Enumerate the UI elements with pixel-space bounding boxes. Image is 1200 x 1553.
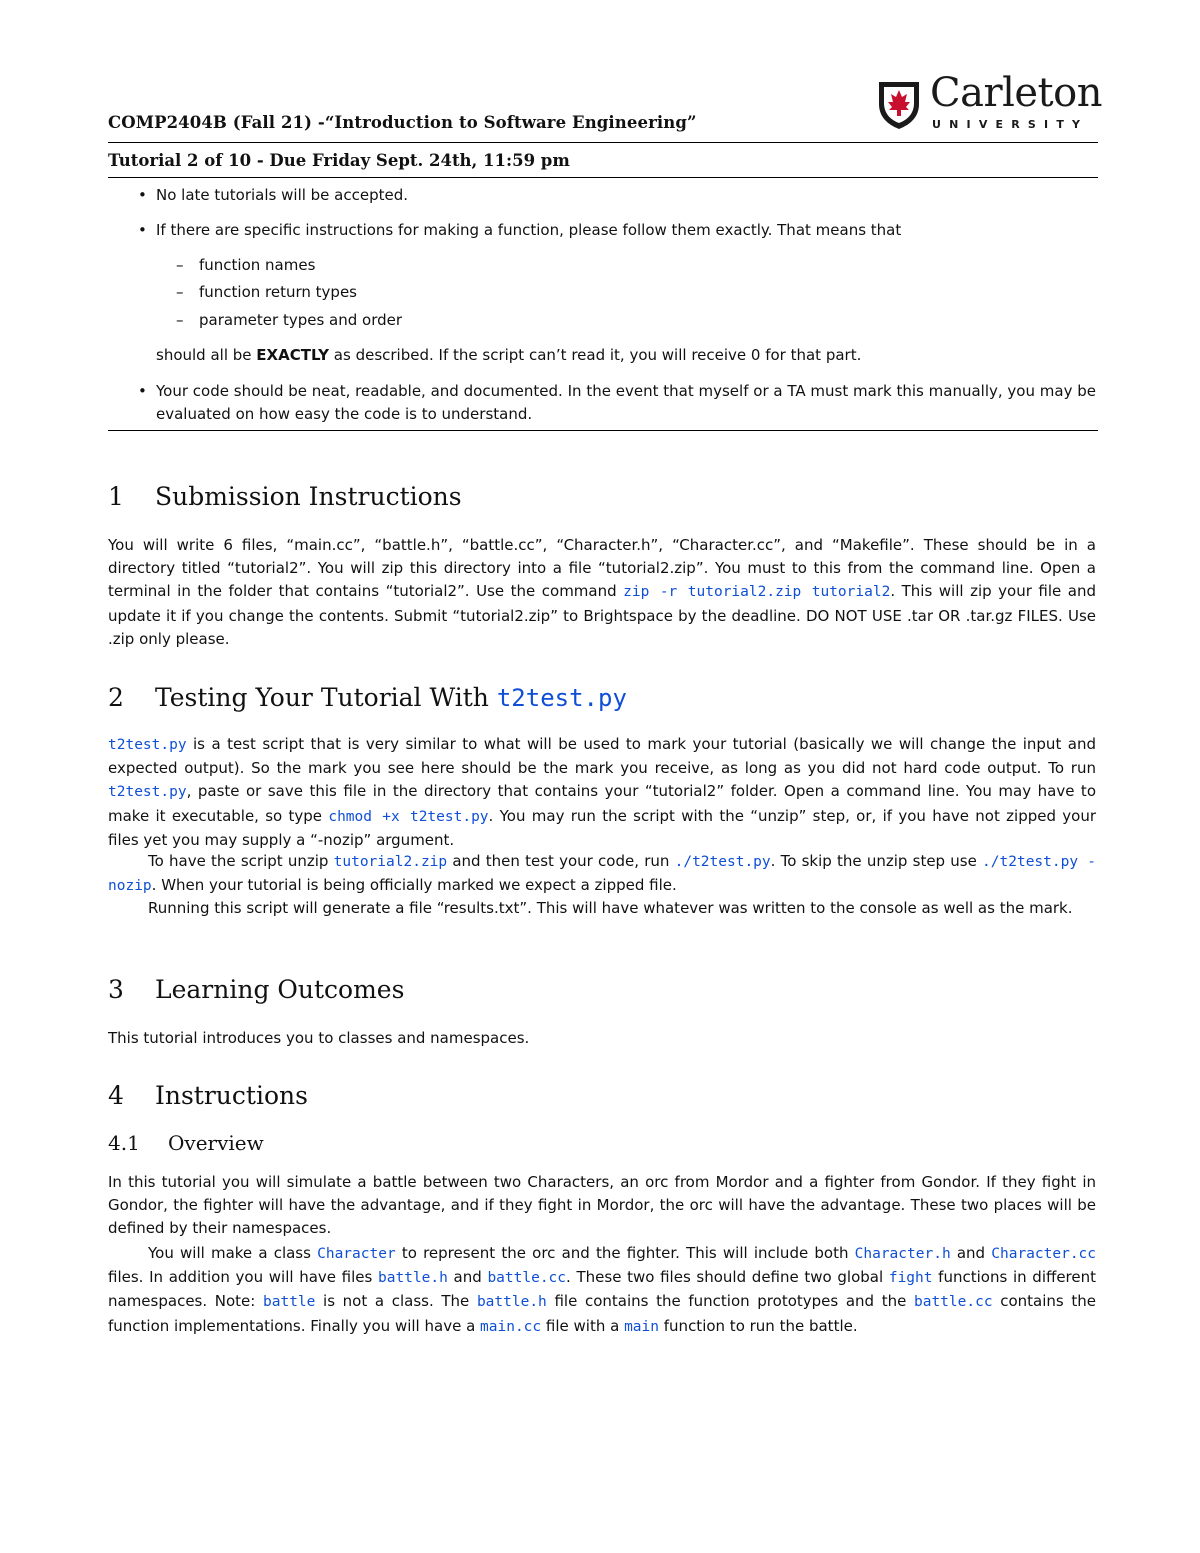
s4-p2-text: file contains the function prototypes and the xyxy=(546,1292,914,1311)
section-3-number: 3 xyxy=(108,975,124,1004)
subsection-4-1-title: Overview xyxy=(168,1131,264,1155)
rule-neat-code: Your code should be neat, readable, and documented. In the event that myself or a TA must mark this manually, you may be evaluated on how easy the code is to understand. xyxy=(156,382,1096,424)
run-script-code: ./t2test.py xyxy=(674,854,771,870)
carleton-crest-icon xyxy=(876,80,922,130)
battle-code: battle xyxy=(263,1294,316,1311)
section-2-heading xyxy=(108,683,627,712)
carleton-logo xyxy=(876,70,1102,132)
bullet-icon: • xyxy=(138,382,147,400)
tutorial-due-line: Tutorial 2 of 10 - Due Friday Sept. 24th, 11:59 pm xyxy=(108,151,570,170)
s4-p2-text: contains the function implementations. Finally you will have a xyxy=(108,1292,1096,1335)
section-1-heading xyxy=(108,482,462,511)
rule-exactly-post: as described. If the script can’t read it, you will receive 0 for that part. xyxy=(329,346,862,364)
character-cc-code: Character.cc xyxy=(991,1246,1097,1262)
section-4-paragraph-2 xyxy=(108,1242,1096,1339)
bullet-icon: • xyxy=(138,221,147,239)
s2-p1-text-3: . You may run the script with the “unzip” step, or, if you have not zipped your files yet you may supply a “-nozip” argument. xyxy=(108,806,1097,849)
section-2-paragraph-3: Running this script will generate a file “results.txt”. This will have whatever was written to the console as well as the mark. xyxy=(148,899,1073,917)
s4-p2-text: functions in different namespaces. Note: xyxy=(108,1268,1096,1311)
section-1-paragraph xyxy=(108,534,1096,651)
battle-h-code: battle.h xyxy=(476,1294,547,1311)
subsection-4-1-number: 4.1 xyxy=(108,1131,140,1155)
main-cc-code: main.cc xyxy=(480,1318,542,1335)
s2-p2-text-1: To have the script unzip xyxy=(148,852,334,870)
section-4-heading xyxy=(108,1081,308,1110)
header-rule-top xyxy=(108,142,1098,143)
section-1-number: 1 xyxy=(108,482,124,511)
dash-icon: – xyxy=(176,283,184,301)
zip-command-code: zip -r tutorial2.zip tutorial2 xyxy=(623,584,891,601)
main-function-code: main xyxy=(624,1318,659,1335)
s4-p2-text: to represent the orc and the fighter. This will include both xyxy=(395,1244,855,1262)
logo-university: UNIVERSITY xyxy=(932,118,1089,131)
s2-p1-text-2: , paste or save this file in the directory that contains your “tutorial2” folder. Open a command line. You may have to make it executable, so type xyxy=(108,782,1096,825)
section-1-title: Submission Instructions xyxy=(155,482,462,511)
dash-icon: – xyxy=(176,256,184,274)
section-4-title: Instructions xyxy=(155,1081,308,1110)
nozip-command-code: ./t2test.py -nozip xyxy=(108,854,1096,895)
section-3-paragraph: This tutorial introduces you to classes and namespaces. xyxy=(108,1029,530,1047)
rule-exactly-pre: should all be xyxy=(156,346,257,364)
t2test-link[interactable]: t2test.py xyxy=(108,737,187,753)
rule-exactly-bold: EXACTLY xyxy=(256,346,330,364)
bullet-icon: • xyxy=(138,186,147,204)
section-4-number: 4 xyxy=(108,1081,124,1110)
rule-sub-parameter-types: parameter types and order xyxy=(199,311,403,329)
s4-p2-text: and xyxy=(950,1244,992,1262)
s2-p2-text-4: . When your tutorial is being officially marked we expect a zipped file. xyxy=(151,876,677,895)
s2-p1-text-1: is a test script that is very similar to what will be used to mark your tutorial (basically we will change the input and expected output). So the mark you see here should be the mark you receive, as long as you did not hard code output. To run xyxy=(108,735,1096,778)
fight-function-code: fight xyxy=(888,1270,933,1287)
s4-p2-text: You will make a class xyxy=(148,1244,318,1262)
chmod-command-code: chmod +x t2test.py xyxy=(328,808,489,825)
section-2-paragraph-2 xyxy=(108,850,1096,898)
s4-p2-text: is not a class. The xyxy=(315,1292,477,1311)
s4-p2-text: file with a xyxy=(541,1316,625,1335)
s4-p2-text: files. In addition you will have files xyxy=(108,1268,379,1287)
battle-cc-code: battle.cc xyxy=(914,1294,993,1311)
s1-text-2: . This will zip your file and update it if you change the contents. Submit “tutorial2.zip” to Brightspace by the deadline. DO NOT USE .tar OR .tar.gz FILES. Use .zip only please. xyxy=(108,582,1096,648)
battle-h-code: battle.h xyxy=(378,1270,448,1287)
character-h-code: Character.h xyxy=(854,1246,951,1262)
rule-sub-return-types: function return types xyxy=(199,283,357,301)
t2test-link[interactable]: t2test.py xyxy=(108,784,187,801)
subsection-4-1-heading xyxy=(108,1131,264,1155)
rule-no-late: No late tutorials will be accepted. xyxy=(156,186,409,204)
section-3-heading xyxy=(108,975,404,1004)
s2-p2-text-3: . To skip the unzip step use xyxy=(770,852,983,870)
s4-p2-text: function to run the battle. xyxy=(659,1316,858,1335)
rule-exactly-line xyxy=(156,344,861,367)
s4-p2-text: . These two files should define two global xyxy=(566,1268,889,1287)
section-2-paragraph-1 xyxy=(108,733,1096,852)
rules-rule-bottom xyxy=(108,430,1098,431)
section-2-title: Testing Your Tutorial With xyxy=(155,683,497,712)
section-3-title: Learning Outcomes xyxy=(155,975,405,1004)
header-rule-bottom xyxy=(108,177,1098,178)
battle-cc-code: battle.cc xyxy=(487,1270,567,1287)
course-title: COMP2404B (Fall 21) -“Introduction to Software Engineering” xyxy=(108,113,697,132)
section-2-title-code[interactable]: t2test.py xyxy=(496,684,627,712)
logo-wordmark: Carleton xyxy=(930,70,1102,116)
rule-sub-function-names: function names xyxy=(199,256,316,274)
s4-p2-text: and xyxy=(447,1268,488,1287)
section-2-number: 2 xyxy=(108,683,124,712)
character-class-code: Character xyxy=(317,1246,396,1262)
s2-p2-text-2: and then test your code, run xyxy=(447,852,675,870)
s1-text-1: You will write 6 files, “main.cc”, “battle.h”, “battle.cc”, “Character.h”, “Character.cc”, and “Makefile”. These should be in a directory titled “tutorial2”. You will zip this directory into a file “tutorial2.zip”. You must to this from the command line. Open a terminal in the folder that contains “tutorial2”. Use the command xyxy=(108,536,1096,601)
dash-icon: – xyxy=(176,311,184,329)
tutorial2-zip-code: tutorial2.zip xyxy=(333,854,448,870)
section-4-paragraph-1: In this tutorial you will simulate a battle between two Characters, an orc from Mordor and a fighter from Gondor. If they fight in Gondor, the fighter will have the advantage, and if they fight in Mordor, the orc will have the advantage. These two places will be defined by their namespaces. xyxy=(108,1173,1096,1238)
rule-specific-instructions: If there are specific instructions for making a function, please follow them exactly. That means that xyxy=(156,221,902,239)
